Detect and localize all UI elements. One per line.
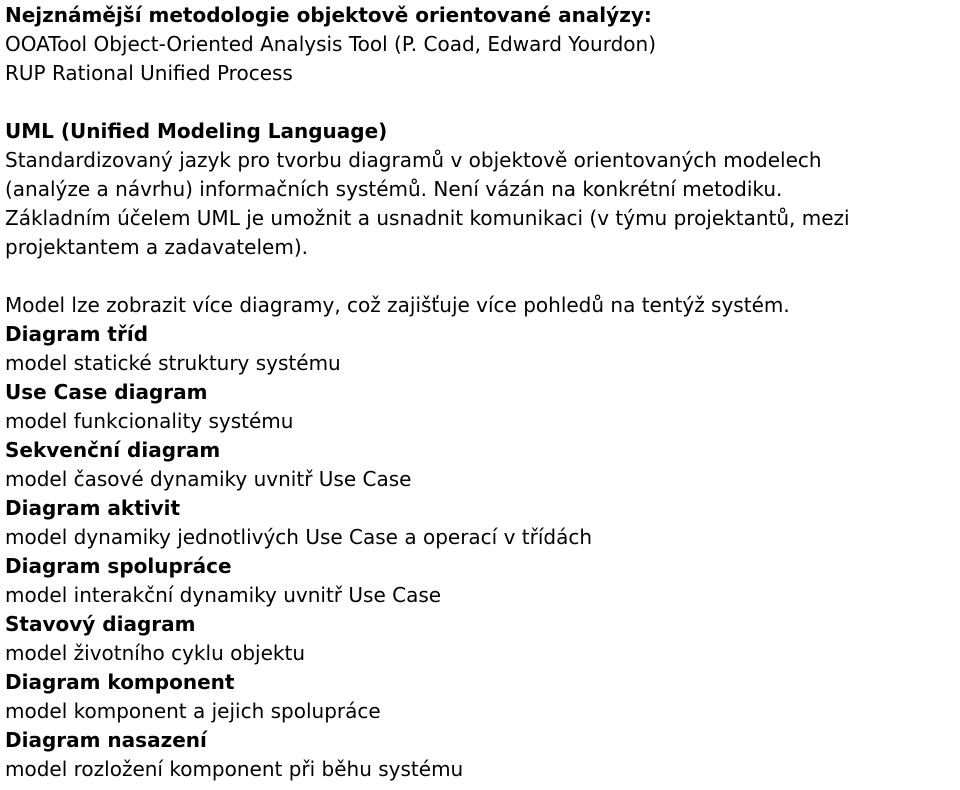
diagram-name-deployment: Diagram nasazení bbox=[5, 728, 207, 752]
uml-heading: UML (Unified Modeling Language) bbox=[5, 119, 388, 143]
uml-description-line-2: (analýze a návrhu) informačních systémů. Není vázán na konkrétní metodiku. bbox=[5, 177, 783, 201]
methodologies-heading: Nejznámější metodologie objektově orientované analýzy: bbox=[5, 3, 652, 27]
diagram-name-state: Stavový diagram bbox=[5, 612, 196, 636]
methodology-rup: RUP Rational Unified Process bbox=[5, 61, 293, 85]
model-views-intro: Model lze zobrazit více diagramy, což zajišťuje více pohledů na tentýž systém. bbox=[5, 293, 790, 317]
diagram-name-sequence: Sekvenční diagram bbox=[5, 438, 221, 462]
diagram-desc-class: model statické struktury systému bbox=[5, 351, 341, 375]
diagram-desc-state: model životního cyklu objektu bbox=[5, 641, 305, 665]
diagram-desc-activity: model dynamiky jednotlivých Use Case a operací v třídách bbox=[5, 525, 593, 549]
uml-description-line-4: projektantem a zadavatelem). bbox=[5, 235, 308, 259]
diagram-desc-deployment: model rozložení komponent při běhu systému bbox=[5, 757, 464, 781]
methodology-ooatool: OOATool Object-Oriented Analysis Tool (P. Coad, Edward Yourdon) bbox=[5, 32, 656, 56]
diagram-name-use-case: Use Case diagram bbox=[5, 380, 208, 404]
diagram-name-activity: Diagram aktivit bbox=[5, 496, 181, 520]
uml-description-line-3: Základním účelem UML je umožnit a usnadnit komunikaci (v týmu projektantů, mezi bbox=[5, 206, 850, 230]
diagram-name-class: Diagram tříd bbox=[5, 322, 149, 346]
diagram-desc-component: model komponent a jejich spolupráce bbox=[5, 699, 381, 723]
diagram-name-component: Diagram komponent bbox=[5, 670, 235, 694]
diagram-desc-sequence: model časové dynamiky uvnitř Use Case bbox=[5, 467, 412, 491]
diagram-desc-use-case: model funkcionality systému bbox=[5, 409, 294, 433]
diagram-desc-collaboration: model interakční dynamiky uvnitř Use Case bbox=[5, 583, 442, 607]
uml-description-line-1: Standardizovaný jazyk pro tvorbu diagramů v objektově orientovaných modelech bbox=[5, 148, 822, 172]
diagram-name-collaboration: Diagram spolupráce bbox=[5, 554, 232, 578]
